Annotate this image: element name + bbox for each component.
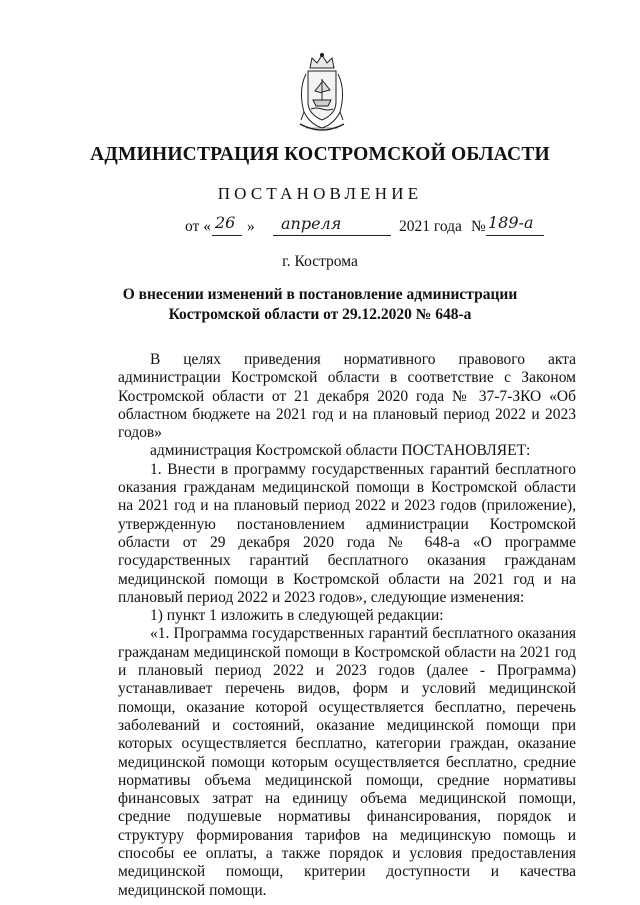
- body-paragraph-3: 1. Внести в программу государственных гарантий бесплатного оказания гражданам медицинской помощи в Костромской области на 2021 год и на плановый период 2022 и 2023 годов (приложение), утвержденную постановлением администрации Костромской области от 29 декабря 2020 года № 648-а «О программе государственных гарантий бесплатного оказания гражданам медицинской помощи в Костромской области на 2021 год и на плановый период 2022 и 2023 годов», следующие изменения:: [118, 460, 576, 606]
- month-underline: [273, 235, 391, 236]
- city: г. Кострома: [282, 253, 358, 270]
- subject-line-1: О внесении изменений в постановление администрации: [122, 286, 518, 303]
- date-day-close: »: [247, 218, 255, 235]
- subject-line-2: Костромской области от 29.12.2020 № 648-а: [168, 306, 472, 323]
- date-number-line: [185, 214, 585, 240]
- body-paragraph-2: администрация Костромской области ПОСТАНОВЛЯЕТ:: [150, 442, 531, 460]
- body-paragraph-4: 1) пункт 1 изложить в следующей редакции:: [150, 607, 444, 625]
- date-year: 2021 года: [399, 218, 462, 235]
- date-month-handwritten: апреля: [281, 214, 342, 233]
- date-prefix: от «: [185, 218, 211, 235]
- document-subject: [100, 285, 540, 325]
- date-day-handwritten: 26: [215, 213, 236, 232]
- body-paragraph-1: В целях приведения нормативного правового акта администрации Костромской области в соответствие с Законом Костромской области от 21 декабря 2020 года № 37-7-ЗКО «Об областном бюджете на 2021 год и на плановый период 2022 и 2023 годов»: [118, 351, 576, 442]
- document-number-handwritten: 189-а: [488, 213, 534, 232]
- body-paragraph-5: «1. Программа государственных гарантий бесплатного оказания гражданам медицинской помощи в Костромской области на 2021 год и плановый период 2022 и 2023 годов (далее - Программа) устанавливает перечень видов, форм и условий медицинской помощи, оказание которой осуществляется бесплатно, перечень заболеваний и состояний, оказание медицинской помощи при которых осуществляется бесплатно, категории граждан, оказание медицинской помощи которым осуществляется бесплатно, средние нормативы объема медицинской помощи, средние нормативы финансовых затрат на единицу объема медицинской помощи, средние подушевые нормативы финансирования, порядок и структуру формирования тарифов на медицинскую помощь и способы ее оплаты, а также порядок и условия предоставления медицинской помощи, критерии доступности и качества медицинской помощи.: [118, 625, 576, 899]
- number-underline: [486, 235, 544, 236]
- number-prefix: №: [471, 218, 486, 235]
- document-type-title: ПОСТАНОВЛЕНИЕ: [217, 184, 423, 203]
- coat-of-arms-emblem: [292, 52, 352, 136]
- organization-title: АДМИНИСТРАЦИЯ КОСТРОМСКОЙ ОБЛАСТИ: [90, 144, 550, 165]
- document-body: [118, 351, 576, 900]
- day-underline: [212, 235, 242, 236]
